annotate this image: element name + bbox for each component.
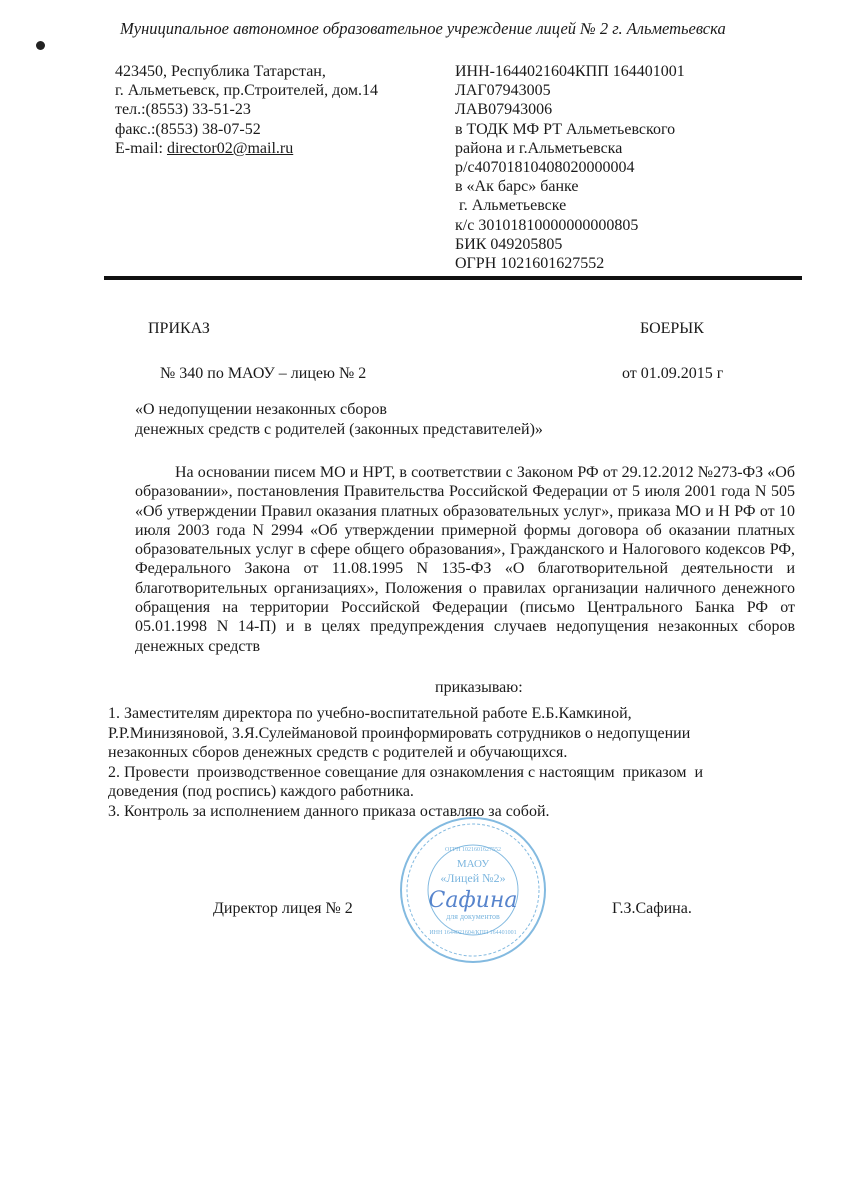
signatory-name: Г.З.Сафина. — [612, 900, 692, 917]
order-number: № 340 по МАОУ – лицею № 2 — [160, 365, 367, 382]
order-item-line: доведения (под роспись) каждого работника. — [108, 783, 414, 801]
requisite-line: района и г.Альметьевска — [455, 139, 623, 157]
order-item-line: 1. Заместителям директора по учебно-воспитательной работе Е.Б.Камкиной, — [108, 705, 632, 722]
preamble-text: На основании писем МО и НРТ, в соответствии с Законом РФ от 29.12.2012 №273-ФЗ «Об образовании», постановления Правительства Российской Федерации от 5 июля 2001 года N 505 «Об утверждении Правил оказания платных образовательных услуг», приказа МО и Н РФ от 10 июля 2003 года N 2994 «Об утверждении примерной формы договора об оказании платных образовательных услуг в сфере общего образования», Гражданского и Налогового кодексов РФ, Федерального Закона от 11.08.1995 N 135-ФЗ «О благотворительной деятельности и благотворительных организациях», Положения о правилах организации наличного денежного обращения на территории Российской Федерации (письмо Центрального Банка РФ от 05.01.1998 N 14-П) и в целях предупреждения случаев недопущения незаконных сборов денежных средств — [135, 464, 795, 655]
address-line: 423450, Республика Татарстан, — [115, 63, 326, 80]
order-subject-line: «О недопущении незаконных сборов — [135, 401, 387, 418]
requisite-line: в «Ак барс» банке — [455, 178, 579, 196]
fax: факс.:(8553) 38-07-52 — [115, 120, 261, 138]
email-label: E-mail: — [115, 139, 167, 157]
stamp-text: МАОУ — [456, 858, 490, 870]
punch-hole — [36, 41, 45, 50]
order-title-tt: БОЕРЫК — [640, 320, 704, 337]
address-line: г. Альметьевск, пр.Строителей, дом.14 — [115, 82, 379, 100]
organization-header: Муниципальное автономное образовательное учреждение лицей № 2 г. Альметьевска — [120, 19, 726, 38]
phone: тел.:(8553) 33-51-23 — [115, 101, 251, 119]
email-link[interactable]: director02@mail.ru — [166, 139, 294, 157]
order-item-line: Р.Р.Минизяновой, З.Я.Сулеймановой проинформировать сотрудников о недопущении — [108, 724, 691, 742]
handwritten-signature: Сафина — [428, 888, 518, 913]
stamp-text: ОГРН 1021601627552 — [445, 847, 501, 853]
email-line — [115, 139, 378, 158]
address-block — [115, 62, 378, 158]
stamp-text: «Лицей №2» — [440, 871, 506, 885]
requisite-line: БИК 049205805 — [455, 235, 563, 253]
requisite-line: ОГРН 1021601627552 — [455, 255, 605, 273]
stamp-text: ИНН 1644021604/КПП 164401001 — [429, 930, 517, 936]
requisite-line: г. Альметьевске — [455, 197, 567, 215]
requisite-line: р/с40701810408020000004 — [455, 159, 635, 177]
requisite-line: ИНН-1644021604КПП 164401001 — [455, 63, 685, 80]
order-items — [108, 704, 768, 822]
requisite-line: ЛАГ07943005 — [455, 82, 551, 100]
requisite-line: в ТОДК МФ РТ Альметьевского — [455, 120, 676, 138]
order-item-line: незаконных сборов денежных средств с родителей и обучающихся. — [108, 744, 568, 762]
order-item-line: 3. Контроль за исполнением данного приказа оставляю за собой. — [108, 802, 550, 820]
order-subject-line: денежных средств с родителей (законных представителей)» — [135, 421, 543, 438]
stamp-text: для документов — [446, 912, 500, 921]
signatory-position: Директор лицея № 2 — [213, 900, 353, 917]
directive: приказываю: — [435, 679, 523, 696]
header-divider — [104, 276, 802, 280]
requisites-block — [455, 62, 685, 273]
official-stamp — [398, 815, 548, 965]
order-preamble — [135, 463, 795, 656]
order-date: от 01.09.2015 г — [622, 365, 724, 382]
order-item-line: 2. Провести производственное совещание для ознакомления с настоящим приказом и — [108, 763, 704, 781]
requisite-line: ЛАВ07943006 — [455, 101, 553, 119]
order-title-ru: ПРИКАЗ — [148, 320, 210, 337]
requisite-line: к/с 30101810000000000805 — [455, 216, 639, 234]
